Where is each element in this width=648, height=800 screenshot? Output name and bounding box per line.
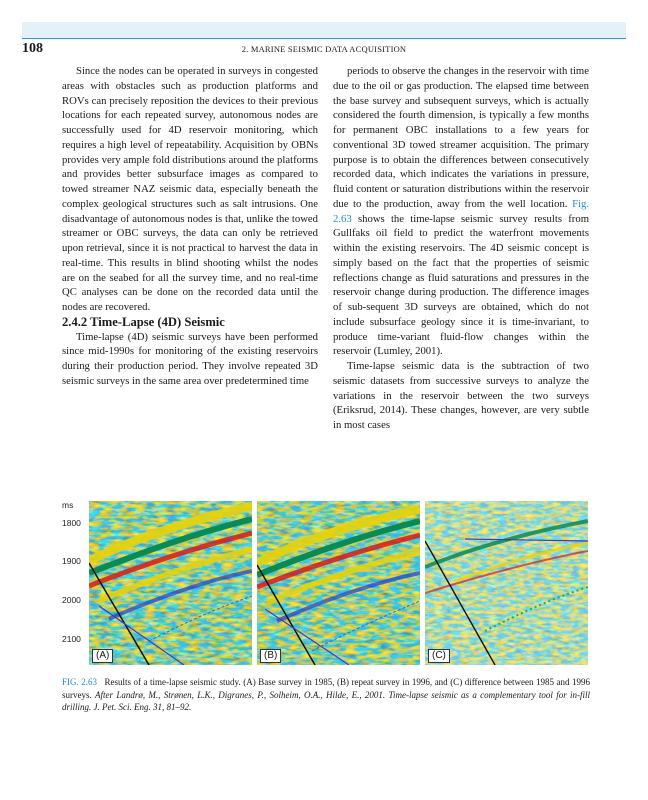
y-tick-1800: 1800 (62, 518, 81, 528)
section-heading: 2.4.2 Time-Lapse (4D) Seismic (62, 314, 225, 329)
panel-b-label: (B) (260, 649, 281, 663)
page-header (22, 38, 626, 59)
y-tick-1900: 1900 (62, 556, 81, 566)
seismic-image-c (425, 501, 588, 665)
right-paragraph-1 (333, 64, 589, 359)
right-paragraph-2: Time-lapse seismic data is the subtraction of two seismic datasets from successive surveys to analyze the variations in the reservoir between the two surveys (Eriksrud, 2014). These changes, however, are very subtle in most cases (333, 360, 589, 431)
caption-figure-label: FIG. 2.63 (62, 677, 98, 687)
seismic-image-b (257, 501, 420, 665)
y-tick-2100: 2100 (62, 634, 81, 644)
left-paragraph-1: Since the nodes can be operated in surveys in congested areas with obstacles such as production platforms and ROVs can precisely reposition the devices to their previous locations for each repeated survey, autonomous nodes are successfully used for 4D reservoir monitoring, which requires a high level of repeatability. Acquisition by OBNs provides very ample fold distributions around the platforms and provides better subsurface images as compared to towed streamer NAZ seismic data, especially beneath the complex geological structures such as salt intrusions. One disadvantage of autonomous nodes is that, unlike the towed streamer or OBC surveys, the data can only be retrieved upon retrieval, since it is not practical to harvest the data in real-time. This results in blind shooting whilst the nodes are on the seabed for all the survey time, and no real-time QC analyses can be done on the recorded data until the nodes are recovered. (62, 65, 318, 313)
page-number: 108 (22, 41, 43, 56)
seismic-image-a (89, 501, 252, 665)
caption-text: Results of a time-lapse seismic study. (A) Base survey in 1985, (B) repeat survey in 1996, and (C) difference between 1985 and 1996 surveys. (62, 677, 590, 700)
figure-caption (62, 676, 590, 714)
right-paragraph-1-text: periods to observe the changes in the reservoir with time due to the oil or gas production. The elapsed time between the base survey and subsequent surveys, which is actually considered the fourth dimension, is typically a few months for permanent OBC installations to a few years for conventional 3D towed streamer acquisition. The primary purpose is to obtain the differences between consecutively recorded data, which indicates the variations in pressure, fluid content or saturation distributions within the reservoir due to the production, away from the well location. (333, 65, 589, 210)
left-paragraph-2: Time-lapse (4D) seismic surveys have been performed since mid-1990s for monitoring of the existing reservoirs during their production period. They involve repeated 3D seismic surveys in the same area over predetermined time (62, 330, 318, 387)
right-column (333, 64, 589, 433)
right-paragraph-1-cont: shows the time-lapse seismic survey results from Gullfaks oil field to predict the waterfront movements within the existing reservoirs. The 4D seismic concept is simply based on the fact that the properties of seismic reflections change as fluid saturations and pressures in the reservoir change during production. The difference images of sub-sequent 3D surveys are obtained, which do not include subsurface geology since it is time-invariant, to produce time-variant fluid-flow changes within the reservoir (Lumley, 2001). (333, 212, 590, 358)
panel-c-label: (C) (428, 649, 450, 663)
panel-c-difference (425, 501, 588, 665)
panel-b-repeat-survey (257, 501, 420, 665)
caption-source: After Landrø, M., Strønen, L.K., Digranes, P., Solheim, O.A., Hilde, E., 2001. Time-lapse seismic as a complementary tool for in-fill drilling. J. Pet. Sci. Eng. 31, 81–92. (62, 689, 590, 712)
panel-a-label: (A) (92, 649, 113, 663)
y-axis-unit: ms (62, 500, 74, 510)
y-tick-2000: 2000 (62, 595, 81, 605)
left-column (62, 64, 318, 389)
seismic-figure (62, 498, 590, 668)
figure-reference-link[interactable]: Fig. 2.63 (333, 197, 590, 225)
panel-a-base-survey (89, 501, 252, 665)
header-band (22, 22, 626, 38)
running-title: 2. MARINE SEISMIC DATA ACQUISITION (241, 44, 407, 54)
